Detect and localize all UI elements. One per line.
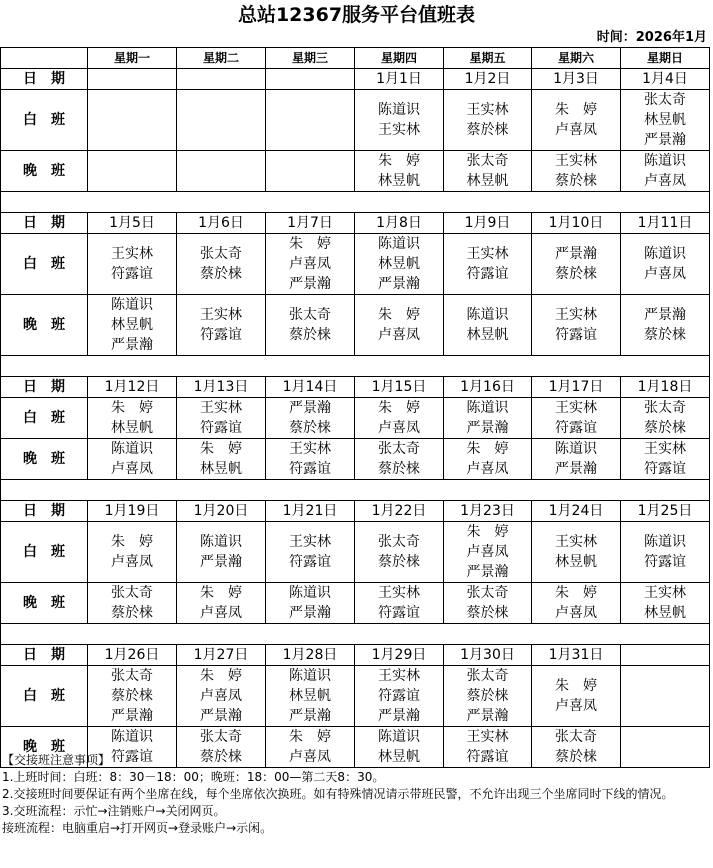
date-cell: 1月30日 — [444, 645, 532, 666]
staff-name: 王实林 — [111, 246, 153, 262]
night-shift-cell — [355, 583, 444, 624]
day-shift-row — [1, 666, 710, 727]
staff-name: 严景瀚 — [644, 307, 686, 323]
staff-name: 卢喜凤 — [200, 688, 242, 704]
staff-name: 卢喜凤 — [466, 544, 509, 560]
night-shift-row — [1, 439, 710, 480]
staff-name: 蔡於梾 — [111, 605, 153, 621]
day-shift-cell — [532, 90, 621, 151]
night-shift-cell — [355, 439, 444, 480]
date-cell: 1月23日 — [444, 501, 532, 522]
staff-name: 朱 婷 — [289, 729, 331, 745]
staff-name: 张太奇 — [111, 585, 153, 601]
staff-name: 蔡於梾 — [555, 749, 597, 765]
day-shift-cell — [266, 234, 355, 295]
staff-name: 林昱帆 — [111, 420, 153, 436]
staff-name: 严景瀚 — [378, 276, 420, 292]
night-shift-cell — [88, 151, 177, 192]
day-shift-cell — [177, 666, 266, 727]
staff-name: 王实林 — [555, 534, 597, 550]
staff-name: 符露谊 — [466, 266, 509, 282]
notes-line: 接班流程：电脑重启→打开网页→登录账户→示闲。 — [2, 821, 273, 835]
staff-name: 陈道识 — [644, 534, 686, 550]
staff-name: 王实林 — [466, 729, 509, 745]
staff-name: 卢喜凤 — [200, 605, 242, 621]
staff-name: 朱 婷 — [378, 307, 420, 323]
roster-title: 总站12367服务平台值班表 — [237, 4, 476, 26]
staff-name: 卢喜凤 — [644, 266, 686, 282]
staff-name: 朱 婷 — [111, 400, 153, 416]
date-cell: 1月15日 — [355, 377, 444, 398]
staff-name: 朱 婷 — [200, 585, 242, 601]
staff-name: 陈道识 — [289, 585, 331, 601]
staff-name: 蔡於梾 — [111, 688, 153, 704]
night-shift-cell — [444, 295, 532, 356]
staff-name: 陈道识 — [644, 153, 686, 169]
notes-line: 1.上班时间：白班：8：30－18：00；晚班：18：00—第二天8：30。 — [2, 770, 385, 784]
night-shift-cell — [532, 439, 621, 480]
staff-name: 王实林 — [378, 668, 420, 684]
staff-name: 林昱帆 — [111, 317, 153, 333]
staff-name: 卢喜凤 — [644, 173, 686, 189]
day-shift-label: 白 班 — [1, 666, 88, 727]
handover-notes — [2, 752, 708, 837]
night-shift-label: 晚 班 — [1, 295, 88, 356]
night-shift-cell — [177, 151, 266, 192]
staff-name: 王实林 — [200, 307, 242, 323]
date-cell: 1月10日 — [532, 213, 621, 234]
staff-name: 王实林 — [378, 585, 420, 601]
day-shift-cell — [444, 398, 532, 439]
staff-name: 朱 婷 — [466, 441, 509, 457]
date-cell: 1月6日 — [177, 213, 266, 234]
staff-name: 王实林 — [466, 102, 509, 118]
staff-name: 张太奇 — [200, 246, 242, 262]
staff-name: 严景瀚 — [555, 461, 597, 477]
night-shift-cell — [88, 583, 177, 624]
date-cell: 1月9日 — [444, 213, 532, 234]
staff-name: 严景瀚 — [466, 564, 509, 580]
weekday-header: 星期一 — [88, 48, 177, 69]
date-cell: 1月16日 — [444, 377, 532, 398]
day-shift-cell — [444, 522, 532, 583]
night-shift-cell — [88, 439, 177, 480]
day-shift-cell — [88, 666, 177, 727]
night-shift-label: 晚 班 — [1, 583, 88, 624]
staff-name: 符露谊 — [378, 688, 420, 704]
night-shift-label: 晚 班 — [1, 151, 88, 192]
staff-name: 陈道识 — [378, 236, 420, 252]
weekday-header-row — [1, 48, 710, 69]
staff-name: 陈道识 — [111, 297, 153, 313]
staff-name: 王实林 — [555, 153, 597, 169]
staff-name: 卢喜凤 — [289, 256, 331, 272]
staff-name: 符露谊 — [466, 749, 509, 765]
staff-name: 林昱帆 — [644, 605, 686, 621]
day-shift-cell — [266, 398, 355, 439]
night-shift-row — [1, 583, 710, 624]
staff-name: 张太奇 — [378, 441, 420, 457]
day-shift-cell — [621, 398, 710, 439]
staff-name: 卢喜凤 — [378, 420, 420, 436]
date-cell: 1月29日 — [355, 645, 444, 666]
night-shift-row — [1, 151, 710, 192]
staff-name: 王实林 — [644, 585, 686, 601]
day-shift-cell — [621, 522, 710, 583]
date-cell: 1月13日 — [177, 377, 266, 398]
night-shift-cell — [177, 295, 266, 356]
day-shift-cell — [88, 234, 177, 295]
staff-name: 严景瀚 — [289, 400, 331, 416]
date-cell: 1月27日 — [177, 645, 266, 666]
date-cell: 1月14日 — [266, 377, 355, 398]
staff-name: 严景瀚 — [111, 337, 153, 353]
staff-name: 朱 婷 — [555, 102, 597, 118]
week-gap — [1, 624, 710, 645]
day-shift-cell — [266, 522, 355, 583]
night-shift-cell — [444, 583, 532, 624]
week-gap — [1, 480, 710, 501]
staff-name: 张太奇 — [466, 585, 509, 601]
night-shift-cell — [621, 439, 710, 480]
staff-name: 陈道识 — [289, 668, 331, 684]
staff-name: 陈道识 — [111, 441, 153, 457]
staff-name: 张太奇 — [466, 153, 509, 169]
day-shift-cell — [355, 398, 444, 439]
weekday-header: 星期三 — [266, 48, 355, 69]
day-shift-cell — [88, 398, 177, 439]
staff-name: 严景瀚 — [289, 276, 331, 292]
night-shift-cell — [355, 151, 444, 192]
date-cell — [88, 69, 177, 90]
weekday-header: 星期二 — [177, 48, 266, 69]
date-cell: 1月24日 — [532, 501, 621, 522]
week-gap-row — [1, 624, 710, 645]
staff-name: 王实林 — [200, 400, 242, 416]
staff-name: 林昱帆 — [466, 327, 509, 343]
staff-name: 符露谊 — [111, 749, 153, 765]
date-row — [1, 645, 710, 666]
staff-name: 符露谊 — [555, 420, 597, 436]
staff-name: 陈道识 — [466, 307, 509, 323]
weekday-header: 星期六 — [532, 48, 621, 69]
staff-name: 符露谊 — [200, 327, 242, 343]
staff-name: 严景瀚 — [378, 708, 420, 724]
staff-name: 朱 婷 — [378, 400, 420, 416]
staff-name: 卢喜凤 — [111, 461, 153, 477]
day-shift-cell — [355, 90, 444, 151]
staff-name: 符露谊 — [644, 461, 686, 477]
day-shift-cell — [532, 398, 621, 439]
day-shift-label: 白 班 — [1, 522, 88, 583]
week-gap-row — [1, 356, 710, 377]
staff-name: 卢喜凤 — [555, 698, 597, 714]
day-shift-label: 白 班 — [1, 398, 88, 439]
date-cell: 1月5日 — [88, 213, 177, 234]
week-gap-row — [1, 480, 710, 501]
date-cell: 1月4日 — [621, 69, 710, 90]
staff-name: 严景瀚 — [111, 708, 153, 724]
staff-name: 卢喜凤 — [378, 327, 420, 343]
date-cell: 1月12日 — [88, 377, 177, 398]
day-shift-cell — [177, 234, 266, 295]
date-cell: 1月22日 — [355, 501, 444, 522]
notes-line: 3.交班流程：示忙→注销账户→关闭网页。 — [2, 804, 226, 818]
staff-name: 符露谊 — [200, 420, 242, 436]
staff-name: 蔡於梾 — [289, 420, 331, 436]
date-cell — [177, 69, 266, 90]
staff-name: 蔡於梾 — [378, 554, 420, 570]
staff-name: 蔡於梾 — [200, 749, 242, 765]
date-cell — [266, 69, 355, 90]
day-shift-cell — [177, 90, 266, 151]
roster-body — [1, 69, 710, 768]
staff-name: 蔡於梾 — [200, 266, 242, 282]
date-cell: 1月17日 — [532, 377, 621, 398]
staff-name: 卢喜凤 — [555, 605, 597, 621]
staff-name: 林昱帆 — [378, 749, 420, 765]
day-shift-cell — [88, 90, 177, 151]
night-shift-cell — [266, 583, 355, 624]
staff-name: 王实林 — [555, 400, 597, 416]
night-shift-cell — [621, 151, 710, 192]
roster-table — [0, 47, 710, 768]
staff-name: 朱 婷 — [555, 585, 597, 601]
date-row-label: 日 期 — [1, 213, 88, 234]
day-shift-cell — [532, 522, 621, 583]
staff-name: 朱 婷 — [555, 678, 597, 694]
staff-name: 符露谊 — [289, 461, 331, 477]
staff-name: 林昱帆 — [644, 112, 686, 128]
night-shift-cell — [532, 583, 621, 624]
staff-name: 张太奇 — [466, 668, 509, 684]
day-shift-cell — [444, 234, 532, 295]
night-shift-row — [1, 295, 710, 356]
day-shift-row — [1, 398, 710, 439]
staff-name: 蔡於梾 — [466, 122, 509, 138]
night-shift-cell — [621, 295, 710, 356]
staff-name: 王实林 — [378, 122, 420, 138]
staff-name: 蔡於梾 — [466, 688, 509, 704]
day-shift-cell — [88, 522, 177, 583]
staff-name: 陈道识 — [555, 441, 597, 457]
staff-name: 王实林 — [289, 441, 331, 457]
staff-name: 蔡於梾 — [644, 327, 686, 343]
staff-name: 严景瀚 — [289, 708, 331, 724]
day-shift-label: 白 班 — [1, 90, 88, 151]
night-shift-cell — [266, 439, 355, 480]
date-cell: 1月21日 — [266, 501, 355, 522]
staff-name: 陈道识 — [466, 400, 509, 416]
night-shift-cell — [621, 583, 710, 624]
date-cell: 1月3日 — [532, 69, 621, 90]
day-shift-cell — [355, 522, 444, 583]
staff-name: 王实林 — [466, 246, 509, 262]
day-shift-cell — [444, 90, 532, 151]
week-gap — [1, 192, 710, 213]
day-shift-cell — [532, 234, 621, 295]
staff-name: 陈道识 — [378, 729, 420, 745]
staff-name: 蔡於梾 — [289, 327, 331, 343]
night-shift-cell — [444, 151, 532, 192]
date-row — [1, 501, 710, 522]
night-shift-cell — [266, 151, 355, 192]
night-shift-cell — [177, 583, 266, 624]
day-shift-cell — [177, 398, 266, 439]
day-shift-cell — [532, 666, 621, 727]
staff-name: 张太奇 — [378, 534, 420, 550]
night-shift-cell — [532, 295, 621, 356]
week-gap — [1, 356, 710, 377]
staff-name: 陈道识 — [644, 246, 686, 262]
date-cell: 1月31日 — [532, 645, 621, 666]
notes-heading: 【交接班注意事项】 — [2, 753, 111, 767]
staff-name: 朱 婷 — [200, 668, 242, 684]
date-row-label: 日 期 — [1, 377, 88, 398]
staff-name: 符露谊 — [111, 266, 153, 282]
staff-name: 朱 婷 — [289, 236, 331, 252]
date-row — [1, 69, 710, 90]
day-shift-cell — [621, 234, 710, 295]
weekday-header: 星期五 — [444, 48, 532, 69]
day-shift-cell — [266, 666, 355, 727]
roster-time: 时间：2026年1月 — [596, 30, 707, 45]
day-shift-cell — [266, 90, 355, 151]
staff-name: 陈道识 — [200, 534, 242, 550]
staff-name: 蔡於梾 — [555, 173, 597, 189]
weekday-header: 星期日 — [621, 48, 710, 69]
date-cell: 1月20日 — [177, 501, 266, 522]
date-cell: 1月1日 — [355, 69, 444, 90]
staff-name: 蔡於梾 — [644, 420, 686, 436]
staff-name: 王实林 — [555, 307, 597, 323]
staff-name: 朱 婷 — [466, 524, 509, 540]
staff-name: 符露谊 — [289, 554, 331, 570]
notes-line: 2.交接班时间要保证有两个坐席在线，每个坐席依次换班。如有特殊情况请示带班民警，不允许出现三个坐席同时下线的情况。 — [2, 787, 674, 801]
day-shift-row — [1, 522, 710, 583]
staff-name: 卢喜凤 — [111, 554, 153, 570]
staff-name: 王实林 — [644, 441, 686, 457]
staff-name: 朱 婷 — [111, 534, 153, 550]
date-cell: 1月25日 — [621, 501, 710, 522]
staff-name: 张太奇 — [200, 729, 242, 745]
staff-name: 严景瀚 — [644, 132, 686, 148]
night-shift-cell — [266, 295, 355, 356]
staff-name: 林昱帆 — [378, 173, 420, 189]
staff-name: 卢喜凤 — [289, 749, 331, 765]
staff-name: 陈道识 — [111, 729, 153, 745]
night-shift-cell — [355, 295, 444, 356]
date-cell: 1月19日 — [88, 501, 177, 522]
staff-name: 林昱帆 — [200, 461, 242, 477]
day-shift-cell — [444, 666, 532, 727]
staff-name: 严景瀚 — [289, 605, 331, 621]
week-gap-row — [1, 192, 710, 213]
staff-name: 林昱帆 — [378, 256, 420, 272]
date-cell: 1月2日 — [444, 69, 532, 90]
date-row-label: 日 期 — [1, 501, 88, 522]
day-shift-cell — [355, 666, 444, 727]
night-shift-cell — [532, 151, 621, 192]
day-shift-cell — [177, 522, 266, 583]
staff-name: 张太奇 — [644, 400, 686, 416]
staff-name: 张太奇 — [289, 307, 331, 323]
staff-name: 卢喜凤 — [555, 122, 597, 138]
staff-name: 张太奇 — [644, 92, 686, 108]
staff-name: 张太奇 — [111, 668, 153, 684]
staff-name: 严景瀚 — [200, 708, 242, 724]
day-shift-row — [1, 234, 710, 295]
date-row-label: 日 期 — [1, 645, 88, 666]
staff-name: 蔡於梾 — [555, 266, 597, 282]
day-shift-cell — [621, 90, 710, 151]
day-shift-label: 白 班 — [1, 234, 88, 295]
staff-name: 严景瀚 — [200, 554, 242, 570]
date-cell: 1月18日 — [621, 377, 710, 398]
staff-name: 符露谊 — [378, 605, 420, 621]
day-shift-cell — [621, 666, 710, 727]
staff-name: 严景瀚 — [466, 420, 509, 436]
staff-name: 朱 婷 — [378, 153, 420, 169]
night-shift-cell — [177, 439, 266, 480]
date-cell: 1月28日 — [266, 645, 355, 666]
staff-name: 朱 婷 — [200, 441, 242, 457]
staff-name: 符露谊 — [644, 554, 686, 570]
staff-name: 严景瀚 — [466, 708, 509, 724]
staff-name: 林昱帆 — [289, 688, 331, 704]
date-row — [1, 377, 710, 398]
corner-cell — [1, 48, 88, 69]
date-row-label: 日 期 — [1, 69, 88, 90]
staff-name: 林昱帆 — [466, 173, 509, 189]
staff-name: 符露谊 — [555, 327, 597, 343]
date-cell: 1月26日 — [88, 645, 177, 666]
night-shift-label: 晚 班 — [1, 439, 88, 480]
date-cell — [621, 645, 710, 666]
night-shift-label: 晚 班 — [1, 727, 88, 768]
date-cell: 1月11日 — [621, 213, 710, 234]
night-shift-cell — [88, 295, 177, 356]
day-shift-row — [1, 90, 710, 151]
staff-name: 蔡於梾 — [466, 605, 509, 621]
date-row — [1, 213, 710, 234]
day-shift-cell — [355, 234, 444, 295]
weekday-header: 星期四 — [355, 48, 444, 69]
date-cell: 1月7日 — [266, 213, 355, 234]
night-shift-cell — [444, 439, 532, 480]
staff-name: 张太奇 — [555, 729, 597, 745]
staff-name: 蔡於梾 — [378, 461, 420, 477]
staff-name: 陈道识 — [378, 102, 420, 118]
staff-name: 卢喜凤 — [466, 461, 509, 477]
date-cell: 1月8日 — [355, 213, 444, 234]
staff-name: 王实林 — [289, 534, 331, 550]
staff-name: 严景瀚 — [555, 246, 597, 262]
staff-name: 林昱帆 — [555, 554, 597, 570]
